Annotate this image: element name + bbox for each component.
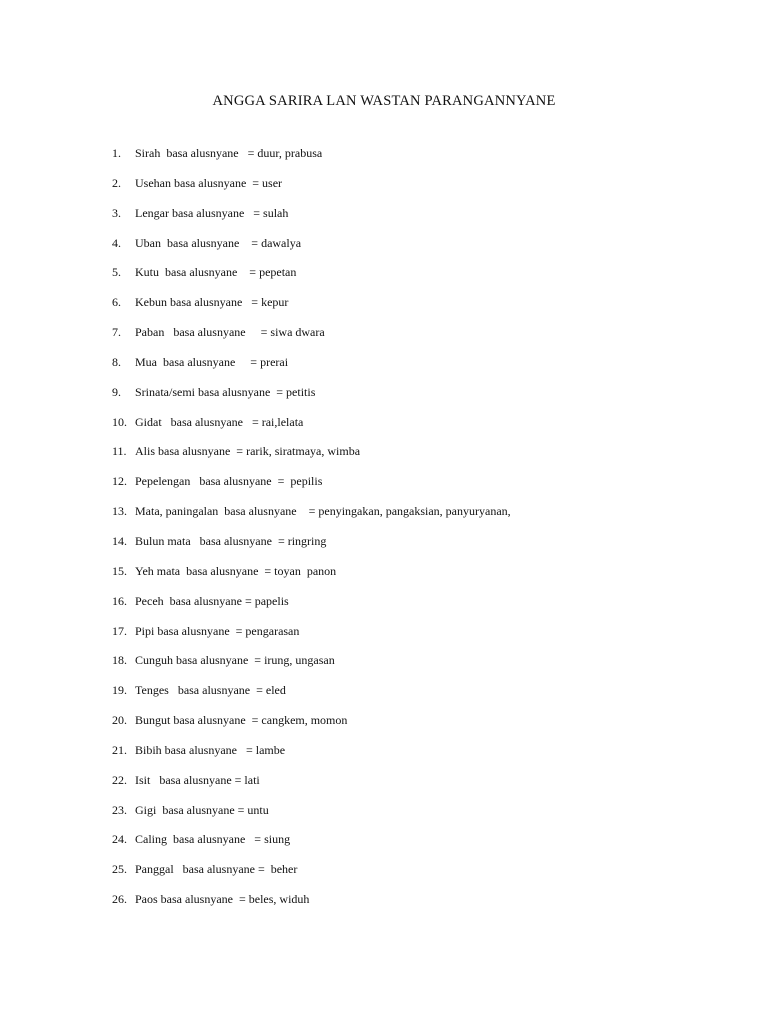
list-item bbox=[112, 355, 511, 385]
list-item-number: 1. bbox=[112, 146, 121, 160]
list-item-text: Usehan basa alusnyane = user bbox=[135, 175, 283, 190]
list-item-number: 11. bbox=[112, 444, 127, 459]
list-item-text: Cunguh basa alusnyane = irung, ungasan bbox=[135, 653, 335, 668]
list-item-text: Lengar basa alusnyane = sulah bbox=[135, 205, 289, 220]
list-item-text: Pepelengan basa alusnyane = pepilis bbox=[135, 474, 323, 489]
list-item-text: Yeh mata basa alusnyane = toyan panon bbox=[135, 563, 337, 578]
list-item-text: Gigi basa alusnyane = untu bbox=[135, 802, 269, 817]
list-item bbox=[112, 534, 511, 564]
list-item-text: Bungut basa alusnyane = cangkem, momon bbox=[135, 713, 348, 728]
list-item-number: 14. bbox=[112, 533, 127, 548]
list-item-number: 15. bbox=[112, 563, 127, 578]
list-item bbox=[112, 206, 511, 236]
list-item-text: Mata, paningalan basa alusnyane = penyingakan, pangaksian, panyuryanan, bbox=[135, 504, 511, 519]
list-item-number: 6. bbox=[112, 295, 121, 310]
list-item bbox=[112, 594, 511, 624]
list-item bbox=[112, 624, 511, 654]
list-item-number: 10. bbox=[112, 414, 127, 429]
list-item-number: 19. bbox=[112, 683, 127, 698]
list-item-number: 13. bbox=[112, 504, 127, 519]
list-item bbox=[112, 415, 511, 445]
vocabulary-list bbox=[112, 146, 511, 922]
list-item-text: Bulun mata basa alusnyane = ringring bbox=[135, 533, 327, 548]
list-item-number: 3. bbox=[112, 205, 121, 220]
list-item-text: Panggal basa alusnyane = beher bbox=[135, 862, 298, 877]
list-item-number: 21. bbox=[112, 742, 127, 757]
list-item bbox=[112, 325, 511, 355]
list-item-number: 23. bbox=[112, 802, 127, 817]
list-item bbox=[112, 862, 511, 892]
list-item-text: Srinata/semi basa alusnyane = petitis bbox=[135, 384, 316, 399]
list-item-number: 26. bbox=[112, 892, 127, 907]
list-item bbox=[112, 385, 511, 415]
list-item-number: 8. bbox=[112, 354, 121, 369]
list-item-text: Peceh basa alusnyane = papelis bbox=[135, 593, 289, 608]
list-item-number: 16. bbox=[112, 593, 127, 608]
list-item-text: Isit basa alusnyane = lati bbox=[135, 772, 260, 787]
list-item-text: Bibih basa alusnyane = lambe bbox=[135, 742, 286, 757]
list-item-number: 24. bbox=[112, 832, 127, 847]
list-item bbox=[112, 444, 511, 474]
list-item-text: Paban basa alusnyane = siwa dwara bbox=[135, 325, 325, 340]
list-item bbox=[112, 265, 511, 295]
list-item-number: 17. bbox=[112, 623, 127, 638]
list-item-text: Tenges basa alusnyane = eled bbox=[135, 683, 286, 698]
list-item bbox=[112, 832, 511, 862]
list-item-text: Pipi basa alusnyane = pengarasan bbox=[135, 623, 300, 638]
list-item bbox=[112, 564, 511, 594]
list-item-number: 20. bbox=[112, 713, 127, 728]
list-item bbox=[112, 653, 511, 683]
list-item-number: 25. bbox=[112, 862, 127, 877]
list-item-number: 2. bbox=[112, 175, 121, 190]
list-item-number: 7. bbox=[112, 325, 121, 340]
list-item-text: Sirah basa alusnyane = duur, prabusa bbox=[135, 146, 323, 160]
list-item-number: 4. bbox=[112, 235, 121, 250]
list-item-text: Kebun basa alusnyane = kepur bbox=[135, 295, 289, 310]
list-item bbox=[112, 146, 511, 176]
list-item bbox=[112, 683, 511, 713]
list-item-number: 9. bbox=[112, 384, 121, 399]
list-item bbox=[112, 743, 511, 773]
list-item bbox=[112, 295, 511, 325]
list-item-text: Alis basa alusnyane = rarik, siratmaya, wimba bbox=[135, 444, 361, 459]
document-title: ANGGA SARIRA LAN WASTAN PARANGANNYANE bbox=[212, 93, 556, 109]
list-item-number: 22. bbox=[112, 772, 127, 787]
list-item-number: 5. bbox=[112, 265, 121, 280]
list-item-text: Caling basa alusnyane = siung bbox=[135, 832, 291, 847]
list-item-text: Gidat basa alusnyane = rai,lelata bbox=[135, 414, 304, 429]
list-item bbox=[112, 176, 511, 206]
list-item-text: Mua basa alusnyane = prerai bbox=[135, 354, 289, 369]
list-item-text: Paos basa alusnyane = beles, widuh bbox=[135, 892, 310, 907]
list-item bbox=[112, 892, 511, 922]
list-item bbox=[112, 803, 511, 833]
list-item-number: 12. bbox=[112, 474, 127, 489]
list-item-number: 18. bbox=[112, 653, 127, 668]
list-item bbox=[112, 773, 511, 803]
list-item bbox=[112, 713, 511, 743]
list-item bbox=[112, 236, 511, 266]
list-item-text: Kutu basa alusnyane = pepetan bbox=[135, 265, 297, 280]
list-item bbox=[112, 504, 511, 534]
list-item-text: Uban basa alusnyane = dawalya bbox=[135, 235, 302, 250]
list-item bbox=[112, 474, 511, 504]
